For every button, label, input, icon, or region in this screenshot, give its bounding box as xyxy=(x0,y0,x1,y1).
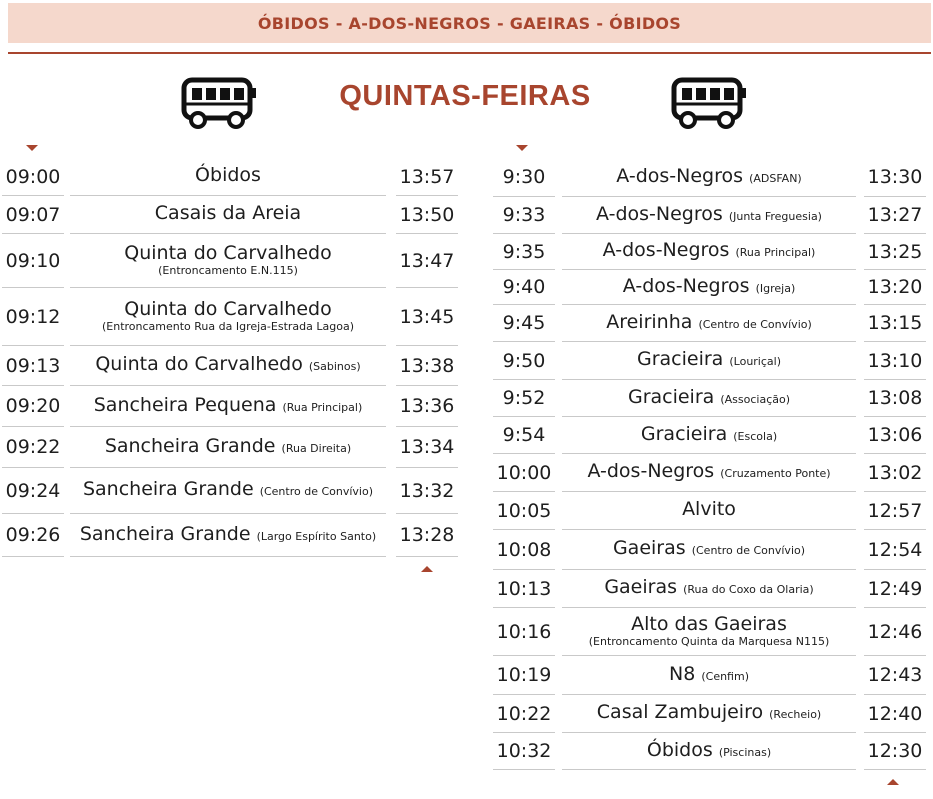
stop-name: Casais da Areia xyxy=(154,202,302,225)
stop-line xyxy=(640,422,778,445)
table-row xyxy=(0,570,933,608)
stop-line xyxy=(587,462,830,482)
departure-time: 09:07 xyxy=(2,196,64,234)
stop-name: Sancheira Grande xyxy=(104,434,276,457)
table-row xyxy=(0,234,933,270)
departure-time: 10:13 xyxy=(493,570,555,608)
table-row xyxy=(0,492,933,530)
departure-time: 10:19 xyxy=(493,656,555,695)
stop-subtitle: (Entroncamento Rua da Igreja-Estrada Lagoa) xyxy=(101,320,354,334)
stop-line xyxy=(613,539,805,559)
departure-time: 9:40 xyxy=(493,270,555,305)
stop-line xyxy=(668,662,749,685)
table-row xyxy=(0,342,933,380)
table-row xyxy=(0,270,933,305)
stop-subtitle: (Entroncamento Quinta da Marquesa N115) xyxy=(588,635,830,649)
stop-line xyxy=(603,241,816,261)
stop-line xyxy=(604,578,813,598)
stop-name: Óbidos xyxy=(646,738,713,761)
stop-note: (Junta Freguesia) xyxy=(728,209,822,223)
stop-name: Gracieira xyxy=(636,348,724,371)
table-row xyxy=(0,417,933,454)
route-header xyxy=(8,3,931,43)
stop-cell xyxy=(562,158,856,197)
stop-note: (Louriçal) xyxy=(729,355,782,369)
stop-note: (Rua Direita) xyxy=(281,441,352,455)
return-time: 13:25 xyxy=(864,234,926,270)
departure-time: 10:22 xyxy=(493,695,555,733)
stop-cell xyxy=(562,417,856,454)
return-time: 13:06 xyxy=(864,417,926,454)
table-row xyxy=(0,530,933,570)
stop-line xyxy=(596,202,822,225)
table-row xyxy=(0,305,933,342)
return-time: 13:20 xyxy=(864,270,926,305)
stop-subtitle: (Entroncamento E.N.115) xyxy=(158,264,298,278)
stop-name: Sancheira Grande xyxy=(82,478,254,501)
stop-line xyxy=(616,164,802,187)
stop-note: (Rua Principal) xyxy=(735,246,816,260)
table-row xyxy=(0,608,933,656)
return-time: 12:43 xyxy=(864,656,926,695)
stop-name: A-dos-Negros xyxy=(622,274,750,297)
stop-note: (Cruzamento Ponte) xyxy=(720,467,831,481)
stop-name: Óbidos xyxy=(195,164,261,187)
stop-name: A-dos-Negros xyxy=(587,460,715,483)
stop-note: (Sabinos) xyxy=(308,360,361,374)
departure-time: 10:32 xyxy=(493,733,555,770)
table-row xyxy=(0,656,933,695)
table-row xyxy=(0,158,933,197)
departure-time: 09:22 xyxy=(2,427,64,468)
arrow-up-icon xyxy=(887,779,899,785)
departure-time: 10:05 xyxy=(493,492,555,530)
departure-time: 09:24 xyxy=(2,468,64,514)
stop-cell xyxy=(562,454,856,492)
table-row xyxy=(0,695,933,733)
stop-cell xyxy=(562,695,856,733)
stop-name: Gaeiras xyxy=(604,576,678,599)
stop-name: Gaeiras xyxy=(612,537,686,560)
table-row xyxy=(0,197,933,234)
stop-cell xyxy=(562,342,856,380)
return-time: 13:57 xyxy=(396,158,458,196)
stop-line xyxy=(627,385,791,408)
stop-note: (ADSFAN) xyxy=(749,171,802,185)
stop-cell xyxy=(562,197,856,234)
stop-note: (Rua Principal) xyxy=(282,400,363,414)
stop-cell xyxy=(562,234,856,270)
return-time: 12:40 xyxy=(864,695,926,733)
stop-name: Quinta do Carvalhedo xyxy=(124,242,332,265)
stop-note: (Centro de Convívio) xyxy=(259,485,374,499)
stop-note: (Associação) xyxy=(720,392,791,406)
stop-line xyxy=(597,703,821,723)
stop-cell xyxy=(562,530,856,570)
stop-line xyxy=(682,500,736,520)
return-time: 12:54 xyxy=(864,530,926,570)
departure-time: 9:54 xyxy=(493,417,555,454)
departure-time: 10:00 xyxy=(493,454,555,492)
arrow-down-icon xyxy=(516,145,528,151)
stop-name: Sancheira Pequena xyxy=(93,393,277,416)
departure-time: 09:10 xyxy=(2,234,64,288)
stop-cell xyxy=(562,656,856,695)
table-row xyxy=(0,454,933,492)
return-time: 12:30 xyxy=(864,733,926,770)
stop-cell xyxy=(562,305,856,342)
return-time: 13:47 xyxy=(396,234,458,288)
departure-time: 9:33 xyxy=(493,197,555,234)
stop-note: (Largo Espírito Santo) xyxy=(256,529,377,543)
stop-name: Casal Zambujeiro xyxy=(596,701,764,724)
return-time: 12:46 xyxy=(864,608,926,656)
departure-time: 9:35 xyxy=(493,234,555,270)
stop-line xyxy=(622,274,796,297)
stop-note: (Recheio) xyxy=(769,708,822,722)
stop-line xyxy=(631,615,787,635)
return-time: 12:49 xyxy=(864,570,926,608)
stop-name: Alto das Gaeiras xyxy=(631,613,787,636)
return-time: 13:02 xyxy=(864,454,926,492)
day-title: QUINTAS-FEIRAS xyxy=(339,80,591,112)
stop-name: A-dos-Negros xyxy=(596,202,723,225)
return-time: 13:15 xyxy=(864,305,926,342)
stop-name: A-dos-Negros xyxy=(602,239,730,262)
bus-icon xyxy=(180,76,258,130)
stop-cell xyxy=(562,380,856,417)
departure-time: 9:45 xyxy=(493,305,555,342)
table-row xyxy=(0,733,933,770)
return-time: 13:10 xyxy=(864,342,926,380)
stop-name: Quinta do Carvalhedo xyxy=(95,353,303,376)
departure-time: 9:52 xyxy=(493,380,555,417)
departure-time: 9:30 xyxy=(493,158,555,197)
stop-note: (Cenfim) xyxy=(701,669,749,683)
departure-time: 09:12 xyxy=(2,288,64,346)
stop-name: Sancheira Grande xyxy=(79,522,251,545)
departure-time: 10:16 xyxy=(493,608,555,656)
stop-line xyxy=(606,310,812,333)
divider xyxy=(8,52,931,54)
stop-note: (Centro de Convívio) xyxy=(691,544,806,558)
stop-cell xyxy=(562,270,856,305)
return-time: 13:34 xyxy=(396,427,458,468)
stop-note: (Escola) xyxy=(733,429,778,443)
return-time: 13:32 xyxy=(396,468,458,514)
stop-note: (Igreja) xyxy=(755,281,796,295)
departure-time: 09:20 xyxy=(2,386,64,427)
return-time: 13:36 xyxy=(396,386,458,427)
stop-name: Alvito xyxy=(682,498,736,521)
stop-name: Areirinha xyxy=(606,310,693,333)
return-time: 13:28 xyxy=(396,514,458,557)
departure-time: 09:13 xyxy=(2,346,64,386)
stop-name: A-dos-Negros xyxy=(616,164,744,187)
stop-name: Gracieira xyxy=(640,422,728,445)
return-time: 13:30 xyxy=(864,158,926,197)
route-title: ÓBIDOS - A-DOS-NEGROS - GAEIRAS - ÓBIDOS xyxy=(257,13,682,33)
return-time: 13:38 xyxy=(396,346,458,386)
stop-cell xyxy=(562,570,856,608)
stop-cell xyxy=(562,608,856,656)
table-row xyxy=(0,380,933,417)
stop-note: (Piscinas) xyxy=(718,745,772,759)
return-time: 13:50 xyxy=(396,196,458,234)
stop-line xyxy=(637,350,781,370)
stop-note: (Rua do Coxo da Olaria) xyxy=(683,583,814,597)
stop-line xyxy=(646,738,772,761)
stop-name: N8 xyxy=(668,662,696,685)
return-time: 12:57 xyxy=(864,492,926,530)
return-time: 13:27 xyxy=(864,197,926,234)
return-time: 13:45 xyxy=(396,288,458,346)
stop-name: Gracieira xyxy=(627,385,715,408)
stop-note: (Centro de Convívio) xyxy=(698,317,812,331)
departure-time: 10:08 xyxy=(493,530,555,570)
stop-cell xyxy=(562,492,856,530)
stop-name: Quinta do Carvalhedo xyxy=(124,298,332,321)
departure-time: 09:00 xyxy=(2,158,64,196)
stop-cell xyxy=(562,733,856,770)
departure-time: 9:50 xyxy=(493,342,555,380)
return-time: 13:08 xyxy=(864,380,926,417)
departure-time: 09:26 xyxy=(2,514,64,557)
bus-icon xyxy=(670,76,748,130)
arrow-down-icon xyxy=(26,145,38,151)
